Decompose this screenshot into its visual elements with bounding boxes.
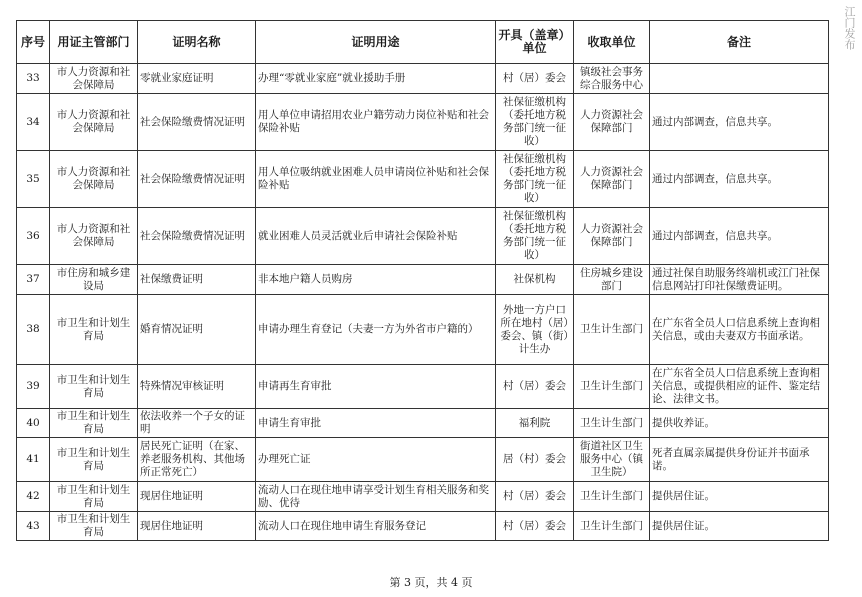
header-name: 证明名称 [138, 21, 256, 64]
cell-note: 通过社保自助服务终端机或江门社保信息网站打印社保缴费证明。 [650, 265, 829, 295]
cell-no: 35 [17, 151, 50, 208]
cell-name: 社会保险缴费情况证明 [138, 151, 256, 208]
table-row [17, 365, 829, 409]
cell-dept: 市卫生和计划生育局 [50, 482, 138, 512]
cell-issuer: 村（居）委会 [496, 512, 574, 541]
cell-use: 流动人口在现住地申请享受计划生育相关服务和奖励、优待 [256, 482, 496, 512]
cell-name: 特殊情况审核证明 [138, 365, 256, 409]
cell-issuer: 外地一方户口所在地村（居）委会、镇（街）计生办 [496, 295, 574, 365]
cell-dept: 市人力资源和社会保障局 [50, 64, 138, 94]
certificate-table [16, 20, 829, 541]
cell-issuer: 社保征缴机构（委托地方税务部门统一征收） [496, 94, 574, 151]
cell-issuer: 村（居）委会 [496, 365, 574, 409]
cell-dept: 市卫生和计划生育局 [50, 365, 138, 409]
table-row [17, 94, 829, 151]
cell-no: 34 [17, 94, 50, 151]
cell-issuer: 村（居）委会 [496, 64, 574, 94]
page-footer: 第 3 页，共 4 页 [389, 576, 473, 589]
cell-dept: 市卫生和计划生育局 [50, 512, 138, 541]
cell-receiver: 人力资源社会保障部门 [574, 151, 650, 208]
cell-receiver: 卫生计生部门 [574, 365, 650, 409]
cell-name: 社会保险缴费情况证明 [138, 208, 256, 265]
cell-name: 依法收养一个子女的证明 [138, 409, 256, 438]
table-row [17, 295, 829, 365]
cell-note: 通过内部调查，信息共享。 [650, 208, 829, 265]
table-row [17, 265, 829, 295]
cell-issuer: 村（居）委会 [496, 482, 574, 512]
cell-dept: 市人力资源和社会保障局 [50, 151, 138, 208]
cell-no: 39 [17, 365, 50, 409]
cell-name: 现居住地证明 [138, 482, 256, 512]
cell-issuer: 社保机构 [496, 265, 574, 295]
cell-receiver: 人力资源社会保障部门 [574, 94, 650, 151]
cell-dept: 市卫生和计划生育局 [50, 438, 138, 482]
cell-issuer: 社保征缴机构（委托地方税务部门统一征收） [496, 151, 574, 208]
cell-use: 申请再生育审批 [256, 365, 496, 409]
header-dept: 用证主管部门 [50, 21, 138, 64]
cell-dept: 市卫生和计划生育局 [50, 295, 138, 365]
cell-receiver: 人力资源社会保障部门 [574, 208, 650, 265]
cell-dept: 市卫生和计划生育局 [50, 409, 138, 438]
cell-use: 流动人口在现住地申请生育服务登记 [256, 512, 496, 541]
cell-use: 就业困难人员灵活就业后申请社会保险补贴 [256, 208, 496, 265]
document-page [16, 20, 828, 541]
cell-use: 申请生育审批 [256, 409, 496, 438]
cell-no: 43 [17, 512, 50, 541]
cell-issuer: 居（村）委会 [496, 438, 574, 482]
cell-receiver: 卫生计生部门 [574, 482, 650, 512]
cell-note: 提供居住证。 [650, 482, 829, 512]
table-header-row [17, 21, 829, 64]
cell-use: 办理死亡证 [256, 438, 496, 482]
cell-note: 死者直属亲属提供身份证并书面承诺。 [650, 438, 829, 482]
cell-issuer: 社保征缴机构（委托地方税务部门统一征收） [496, 208, 574, 265]
cell-no: 37 [17, 265, 50, 295]
table-row [17, 438, 829, 482]
cell-receiver: 街道社区卫生服务中心（镇卫生院） [574, 438, 650, 482]
cell-note: 通过内部调查，信息共享。 [650, 94, 829, 151]
cell-use: 办理“零就业家庭”就业援助手册 [256, 64, 496, 94]
table-row [17, 482, 829, 512]
cell-note: 通过内部调查，信息共享。 [650, 151, 829, 208]
cell-no: 38 [17, 295, 50, 365]
cell-no: 40 [17, 409, 50, 438]
cell-note: 提供居住证。 [650, 512, 829, 541]
header-use: 证明用途 [256, 21, 496, 64]
cell-receiver: 卫生计生部门 [574, 409, 650, 438]
table-row [17, 512, 829, 541]
cell-no: 36 [17, 208, 50, 265]
header-no: 序号 [17, 21, 50, 64]
cell-name: 现居住地证明 [138, 512, 256, 541]
cell-no: 42 [17, 482, 50, 512]
table-row [17, 151, 829, 208]
cell-no: 41 [17, 438, 50, 482]
cell-dept: 市住房和城乡建设局 [50, 265, 138, 295]
cell-note: 在广东省全员人口信息系统上查询相关信息，或由夫妻双方书面承诺。 [650, 295, 829, 365]
cell-receiver: 卫生计生部门 [574, 512, 650, 541]
cell-name: 居民死亡证明（在家、养老服务机构、其他场所正常死亡） [138, 438, 256, 482]
table-row [17, 64, 829, 94]
watermark: 江门发布 [843, 6, 856, 50]
cell-use: 用人单位申请招用农业户籍劳动力岗位补贴和社会保险补贴 [256, 94, 496, 151]
cell-use: 申请办理生育登记（夫妻一方为外省市户籍的） [256, 295, 496, 365]
cell-note: 提供收养证。 [650, 409, 829, 438]
cell-receiver: 卫生计生部门 [574, 295, 650, 365]
header-note: 备注 [650, 21, 829, 64]
cell-name: 零就业家庭证明 [138, 64, 256, 94]
cell-receiver: 镇级社会事务综合服务中心 [574, 64, 650, 94]
cell-use: 非本地户籍人员购房 [256, 265, 496, 295]
table-row [17, 208, 829, 265]
cell-dept: 市人力资源和社会保障局 [50, 94, 138, 151]
cell-dept: 市人力资源和社会保障局 [50, 208, 138, 265]
cell-note [650, 64, 829, 94]
cell-name: 婚育情况证明 [138, 295, 256, 365]
cell-note: 在广东省全员人口信息系统上查询相关信息，或提供相应的证件、鉴定结论、法律文书。 [650, 365, 829, 409]
cell-name: 社保缴费证明 [138, 265, 256, 295]
header-receiver: 收取单位 [574, 21, 650, 64]
table-row [17, 409, 829, 438]
cell-issuer: 福利院 [496, 409, 574, 438]
cell-name: 社会保险缴费情况证明 [138, 94, 256, 151]
cell-use: 用人单位吸纳就业困难人员申请岗位补贴和社会保险补贴 [256, 151, 496, 208]
cell-receiver: 住房城乡建设部门 [574, 265, 650, 295]
cell-no: 33 [17, 64, 50, 94]
header-issuer: 开具（盖章）单位 [496, 21, 574, 64]
